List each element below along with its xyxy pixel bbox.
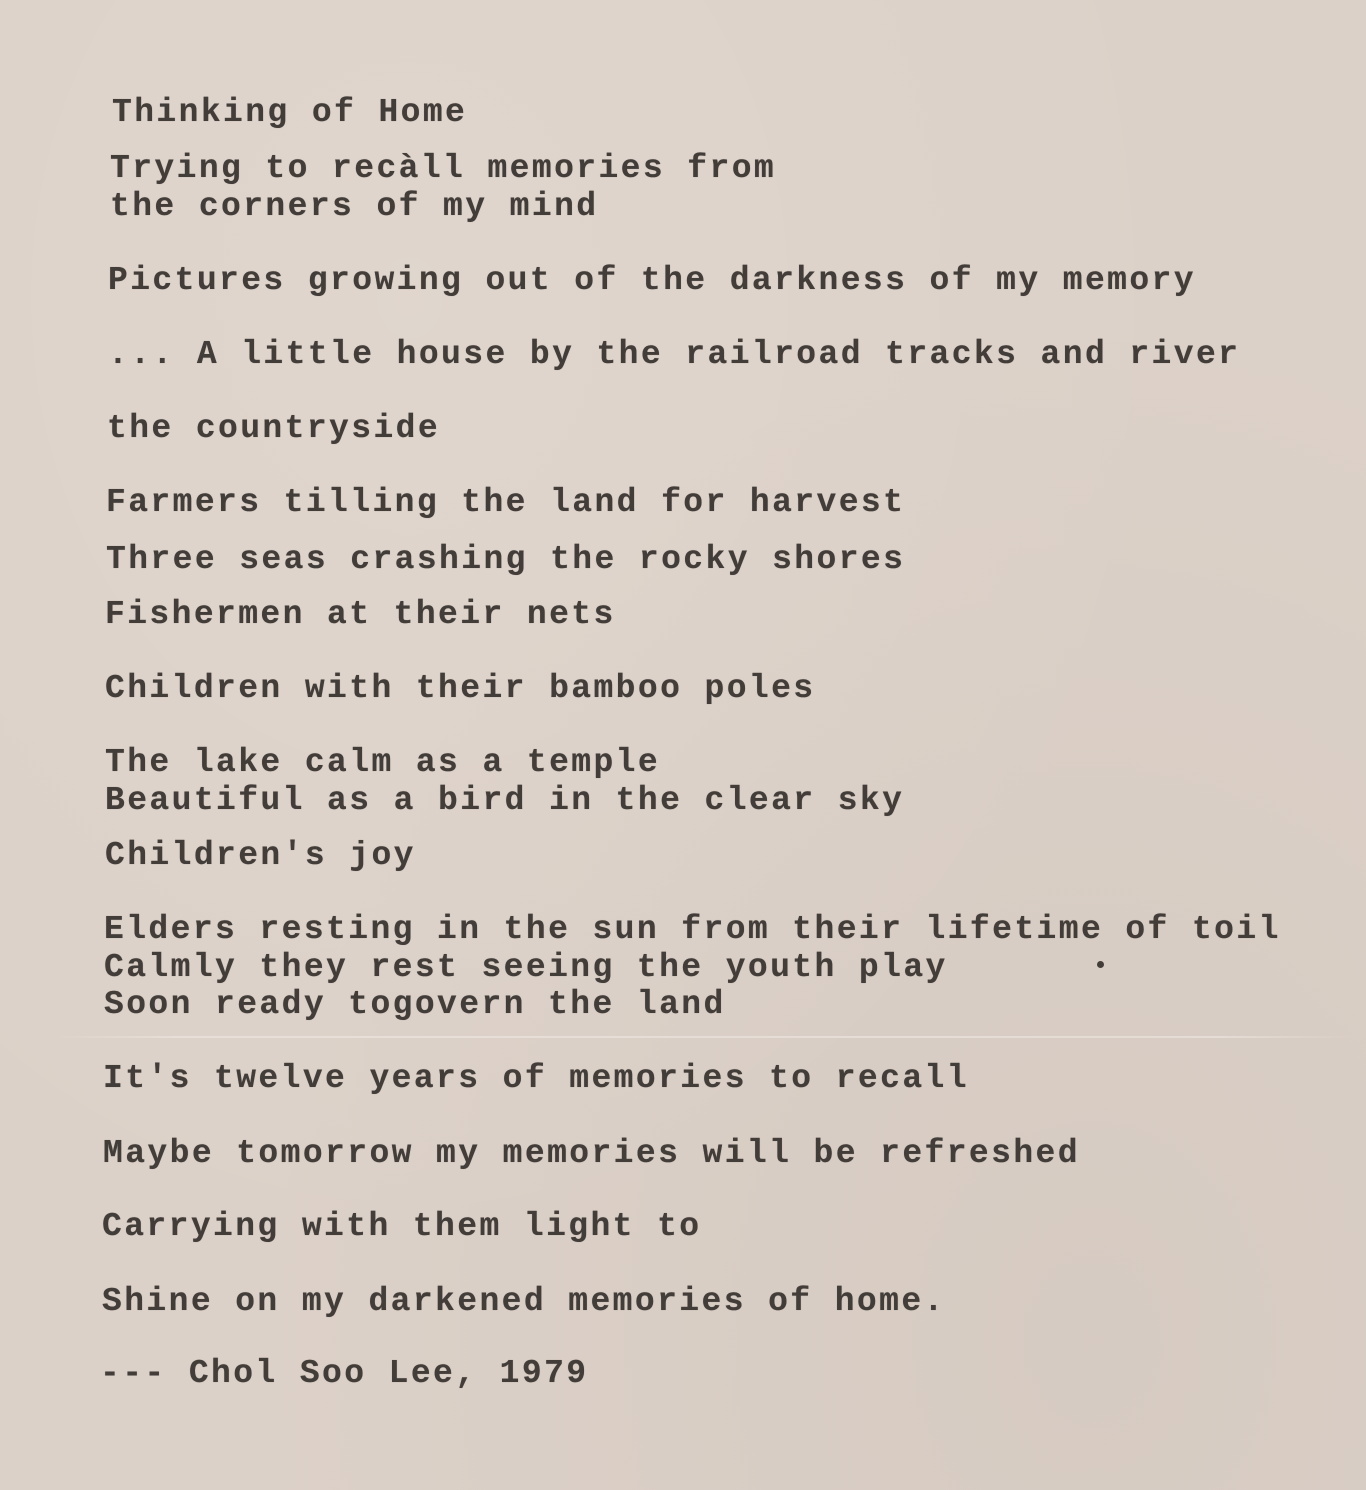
paper-fold-crease (50, 1036, 1350, 1038)
poem-line: Children's joy (105, 837, 416, 874)
poem-line: Farmers tilling the land for harvest (106, 484, 906, 521)
poem-line: Carrying with them light to (102, 1208, 702, 1245)
poem-line: Children with their bamboo poles (105, 670, 816, 707)
poem-line: Soon ready togovern the land (104, 986, 726, 1023)
poem-title: Thinking of Home (112, 94, 468, 131)
poem-line: Beautiful as a bird in the clear sky (105, 782, 905, 819)
poem-line: the corners of my mind (110, 188, 599, 225)
poem-line: Elders resting in the sun from their lifetime of toil (104, 911, 1281, 948)
poem-line: Shine on my darkened memories of home. (102, 1283, 946, 1320)
poem-line: Three seas crashing the rocky shores (106, 541, 906, 578)
poem-line: Fishermen at their nets (105, 596, 616, 633)
poem-line: Trying to recàll memories from (110, 150, 777, 187)
poem-line: Calmly they rest seeing the youth play (104, 949, 948, 986)
stray-ink-dot (1097, 961, 1104, 968)
poem-line: Maybe tomorrow my memories will be refreshed (103, 1135, 1080, 1172)
poem-line: The lake calm as a temple (105, 744, 661, 781)
poem-signature: --- Chol Soo Lee, 1979 (100, 1355, 589, 1392)
poem-line: ... A little house by the railroad tracks and river (108, 336, 1241, 373)
poem-line: It's twelve years of memories to recall (103, 1060, 969, 1097)
poem-line: Pictures growing out of the darkness of my memory (108, 262, 1196, 299)
poem-line: the countryside (107, 410, 441, 447)
